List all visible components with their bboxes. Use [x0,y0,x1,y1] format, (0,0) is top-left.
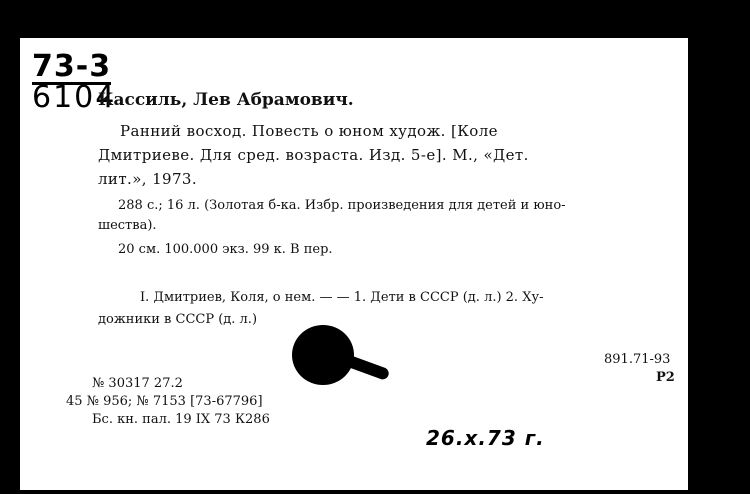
title-line-2: Дмитриеве. Для сред. возраста. Изд. 5-е]. М., «Дет. [98,146,529,164]
physical-line-2: шества). [98,218,157,233]
handwritten-date: 26.x.73 г. [426,426,545,450]
stamp-line-1: № 30317 27.2 [92,376,183,391]
subjects-line-2: дожники в СССР (д. л.) [98,312,258,327]
title-line-3: лит.», 1973. [98,170,198,188]
stamp-line-2: 45 № 956; № 7153 [73-67796] [66,394,263,409]
stamp-line-3: Бс. кн. пал. 19 IX 73 К286 [92,412,270,427]
udc-number: 891.71-93 [604,352,671,367]
title-line-1: Ранний восход. Повесть о юном худож. [Коле [120,122,498,140]
call-number-bottom: 6104 [32,80,117,115]
format-line: 20 см. 100.000 экз. 99 к. В пер. [118,242,333,257]
author-heading: Кассиль, Лев Абрамович. [98,90,354,110]
classification-code: Р2 [656,370,675,385]
subjects-line-1: I. Дмитриев, Коля, о нем. — — 1. Дети в СССР (д. л.) 2. Ху- [140,290,544,305]
call-number-top: 73-3 [32,49,112,84]
physical-line-1: 288 с.; 16 л. (Золотая б-ка. Избр. произведения для детей и юно- [118,198,566,213]
